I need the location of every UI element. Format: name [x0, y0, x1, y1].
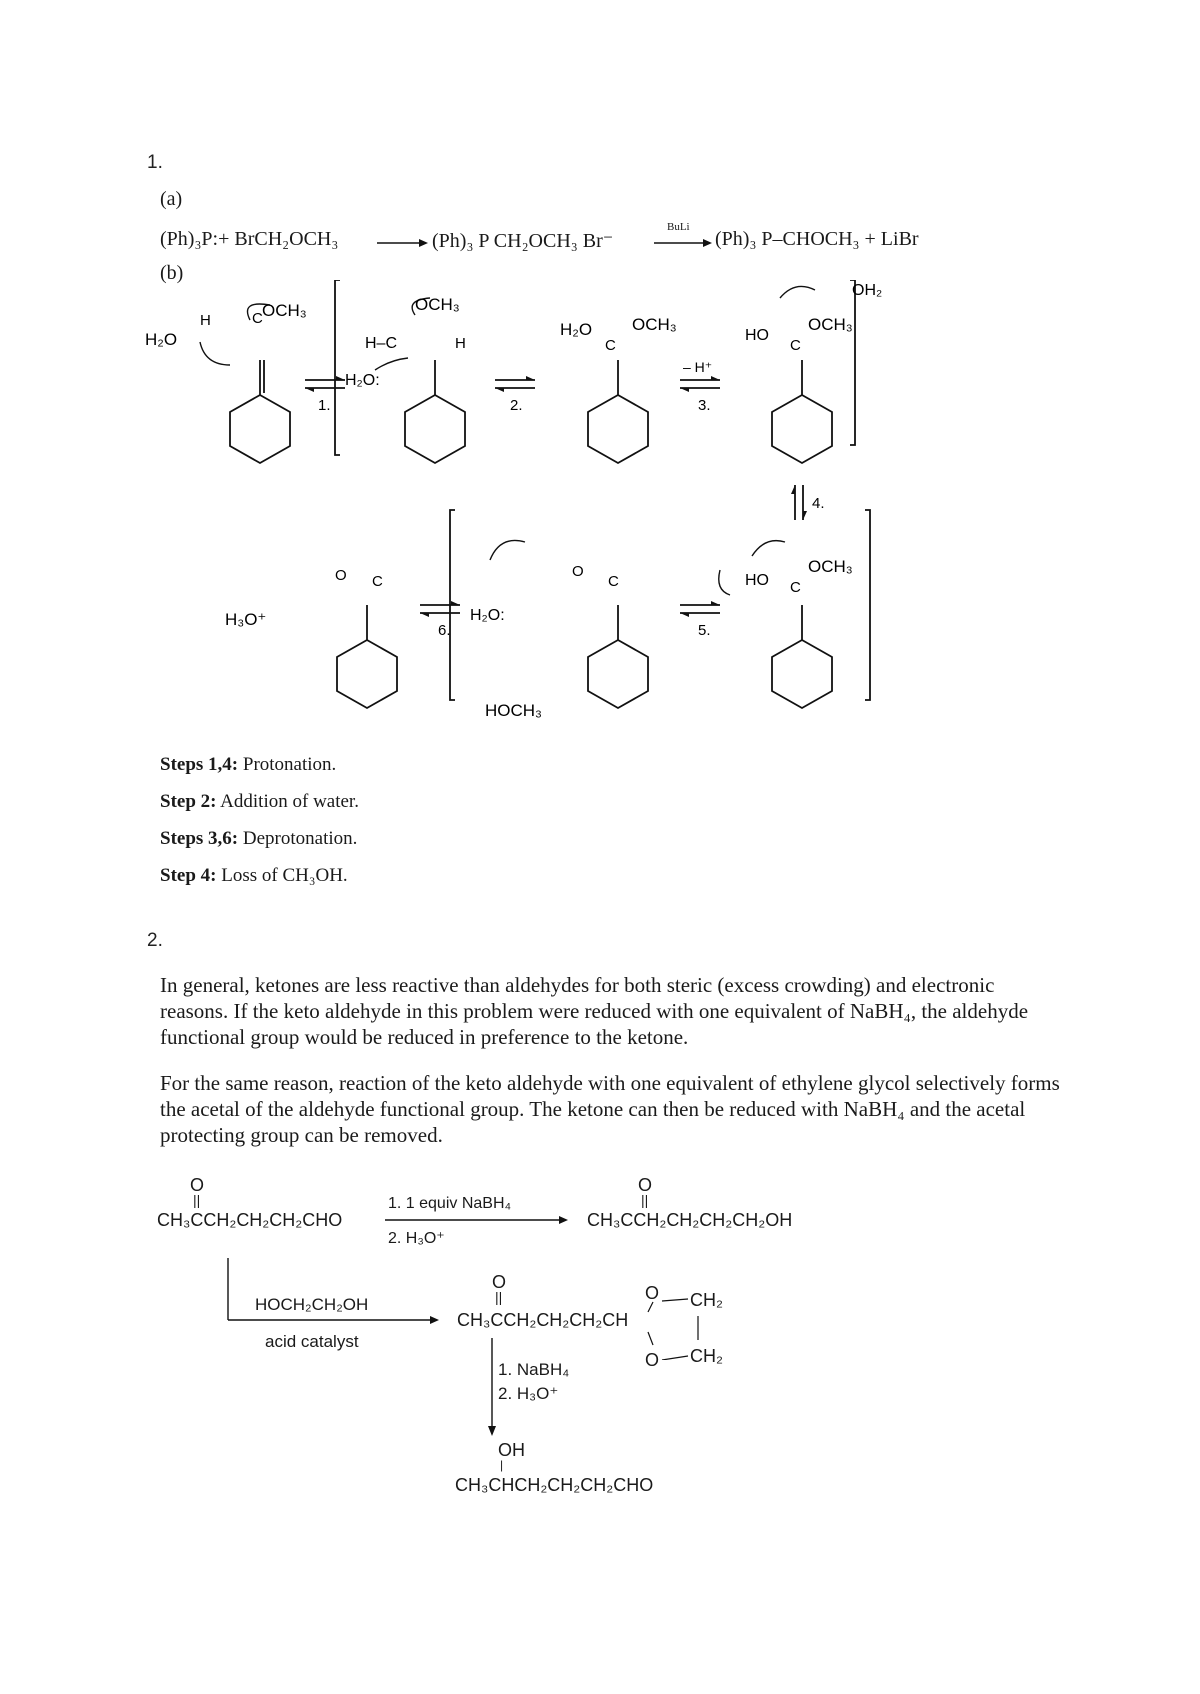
species-text: OCH₃: [808, 557, 853, 576]
paragraph-1: In general, ketones are less reactive than aldehydes for both steric (excess crowding) and electronic reasons. If the keto aldehyde in this problem were reduced with one equivalent of NaBH₄, the aldehyde functional group would be reduced in preference to the ketone.: [160, 973, 1029, 1049]
acetal-ring-o1: O: [645, 1283, 660, 1303]
reaction-arrow-icon: [375, 232, 430, 252]
product1-carbonyl-o: O: [638, 1175, 653, 1195]
species-text: HOCH₃: [485, 701, 542, 720]
species-text: O: [335, 567, 347, 584]
step-label: Step 2:: [160, 791, 217, 812]
species-text: C: [605, 337, 616, 354]
cyclohexane-ring: [588, 640, 648, 708]
species-text: OH₂: [852, 282, 883, 299]
equation-a-products: (Ph)₃ P–CHOCH₃ + LiBr: [715, 228, 919, 250]
species-text: OCH₃: [632, 315, 677, 334]
mechanism-diagram: [140, 280, 960, 740]
reagent2-line2: acid catalyst: [265, 1332, 359, 1351]
cyclohexane-ring: [405, 395, 465, 463]
step-item: [160, 746, 359, 783]
reagent2-line1: HOCH₂CH₂OH: [255, 1295, 369, 1314]
acetal-carbonyl-o: O: [492, 1272, 507, 1292]
species-text: H₂O: [145, 330, 178, 349]
double-bond-mark: ||: [193, 1192, 201, 1208]
cyclohexane-ring: [588, 395, 648, 463]
step-label: 5.: [698, 622, 711, 639]
final-product: CH₃CHCH₂CH₂CH₂CHO: [455, 1475, 654, 1495]
product1: CH₃CCH₂CH₂CH₂CH₂OH: [587, 1210, 793, 1230]
species-text: OCH₃: [808, 315, 853, 334]
reagent1-line1: 1. 1 equiv NaBH₄: [388, 1195, 512, 1212]
double-bond-mark: ||: [641, 1192, 649, 1208]
reagent3-line1: 1. NaBH₄: [498, 1360, 570, 1379]
species-text: H: [455, 335, 466, 352]
step-item: [160, 857, 359, 894]
species-text: C: [790, 337, 801, 354]
acetal-ring-bonds: [628, 1290, 708, 1360]
step-label: 6.: [438, 622, 451, 639]
step-label: Step 4:: [160, 865, 217, 886]
species-text: HO: [745, 327, 769, 344]
single-bond-mark: |: [500, 1458, 504, 1472]
step-description: Protonation.: [238, 754, 337, 775]
step-label: Steps 3,6:: [160, 828, 239, 849]
species-text: C: [608, 573, 619, 590]
paragraph-2: For the same reason, reaction of the keto aldehyde with one equivalent of ethylene glycol selectively forms the acetal of the aldehyde functional group. The ketone can then be reduced with NaBH₄ and the acetal protecting group can be removed.: [160, 1071, 1060, 1147]
question-2-number: 2.: [147, 930, 163, 951]
cyclohexane-ring: [772, 395, 832, 463]
species-text: C: [372, 573, 383, 590]
reagent3-line2: 2. H₃O⁺: [498, 1384, 559, 1403]
acetal-ring-ch2a: CH₂: [690, 1290, 723, 1310]
acetal-ring-o2: O: [645, 1350, 660, 1370]
cyclohexane-ring: [337, 640, 397, 708]
species-text: HO: [745, 572, 769, 589]
equation-a-reactants: (Ph)₃P:+ BrCH₂OCH₃: [160, 228, 339, 250]
acetal-compound: CH₃CCH₂CH₂CH₂CH: [457, 1310, 629, 1330]
cyclohexane-ring: [772, 640, 832, 708]
species-text: H: [200, 312, 211, 329]
reagent1-line2: 2. H₃O⁺: [388, 1230, 445, 1247]
start-compound: CH₃CCH₂CH₂CH₂CHO: [157, 1210, 343, 1230]
species-text: H₃O⁺: [225, 610, 267, 629]
equation-a-reagent: BuLi: [667, 221, 690, 233]
species-text: C: [252, 310, 263, 327]
question-1-number: 1.: [147, 152, 163, 173]
species-text: C: [790, 579, 801, 596]
double-bond-mark: ||: [495, 1289, 503, 1305]
species-text: – H⁺: [683, 359, 713, 375]
step-label: 2.: [510, 397, 523, 414]
cyclohexane-ring: [230, 395, 290, 463]
part-b-label: (b): [160, 262, 184, 284]
step-label: 4.: [812, 495, 825, 512]
step-label: 3.: [698, 397, 711, 414]
species-text: H₂O:: [470, 607, 505, 624]
step-label: 1.: [318, 397, 331, 414]
reaction-arrow-icon: [385, 1213, 570, 1227]
step-description: Addition of water.: [216, 791, 359, 812]
species-text: H₂O: [560, 320, 593, 339]
final-oh: OH: [498, 1440, 525, 1460]
steps-list: [160, 746, 359, 894]
step-description: Loss of CH₃OH.: [216, 865, 348, 886]
step-item: [160, 820, 359, 857]
step-description: Deprotonation.: [238, 828, 358, 849]
species-text: OCH₃: [415, 295, 460, 314]
species-text: H₂O:: [345, 372, 380, 389]
reaction-arrow-icon: [652, 232, 714, 252]
acetal-ring-ch2b: CH₂: [690, 1346, 723, 1366]
step-label: Steps 1,4:: [160, 754, 239, 775]
species-text: H–C: [365, 335, 398, 352]
start-carbonyl-o: O: [190, 1175, 205, 1195]
equation-a-intermediate: (Ph)₃ P CH₂OCH₃ Br⁻: [432, 230, 614, 252]
species-text: OCH₃: [262, 301, 307, 320]
species-text: O: [572, 563, 584, 580]
step-item: [160, 783, 359, 820]
part-a-label: (a): [160, 188, 183, 210]
